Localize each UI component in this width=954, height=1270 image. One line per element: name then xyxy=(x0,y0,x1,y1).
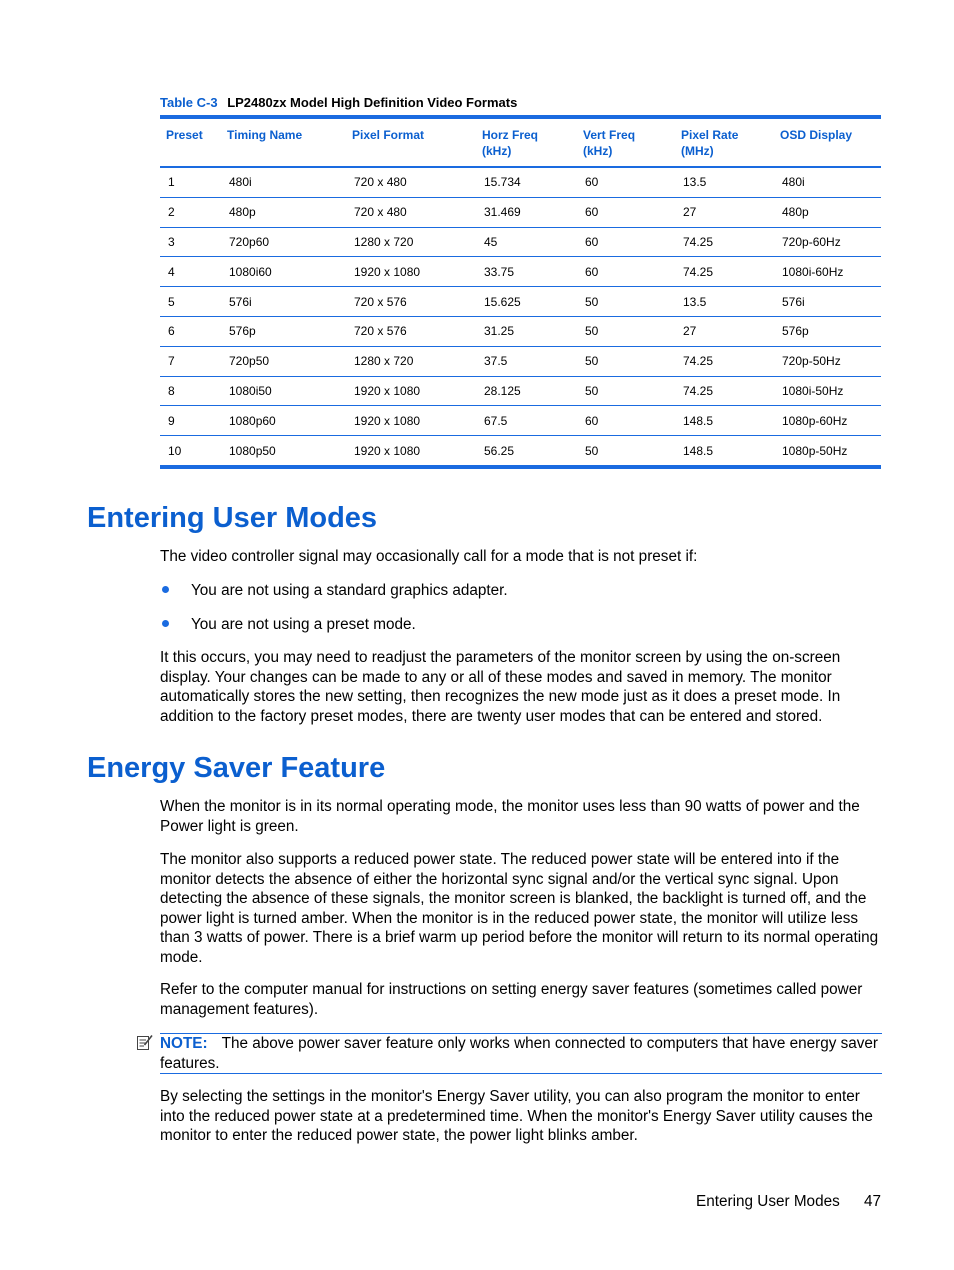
cell-pixel-format: 1920 x 1080 xyxy=(346,406,476,436)
note-label: NOTE: xyxy=(160,1035,208,1052)
cell-pixel-rate: 74.25 xyxy=(675,376,774,406)
bullet-dot-icon xyxy=(162,620,169,627)
column-header-osd-display: OSD Display xyxy=(774,117,881,167)
cell-pixel-rate: 13.5 xyxy=(675,167,774,197)
column-header-timing-name: Timing Name xyxy=(221,117,346,167)
table-row xyxy=(160,346,881,376)
page-number: 47 xyxy=(863,1193,881,1210)
cell-vert-freq: 50 xyxy=(577,376,675,406)
cell-vert-freq: 50 xyxy=(577,436,675,467)
cell-horz-freq: 67.5 xyxy=(476,406,577,436)
cell-pixel-format: 720 x 480 xyxy=(346,197,476,227)
table-row xyxy=(160,316,881,346)
cell-vert-freq: 60 xyxy=(577,406,675,436)
table-row xyxy=(160,167,881,197)
table-header-row xyxy=(160,117,881,167)
video-formats-table xyxy=(160,115,881,469)
cell-preset: 6 xyxy=(160,316,221,346)
table-row xyxy=(160,197,881,227)
cell-timing-name: 1080i50 xyxy=(221,376,346,406)
cell-preset: 4 xyxy=(160,257,221,287)
table-caption-title: LP2480zx Model High Definition Video Formats xyxy=(227,95,518,110)
cell-pixel-format: 720 x 480 xyxy=(346,167,476,197)
cell-horz-freq: 56.25 xyxy=(476,436,577,467)
table-row xyxy=(160,287,881,317)
table-caption-label: Table C-3 xyxy=(160,95,218,110)
energy-paragraph-1: When the monitor is in its normal operating mode, the monitor uses less than 90 watts of power and the Power light is green. xyxy=(160,798,860,835)
intro-paragraph: The video controller signal may occasionally call for a mode that is not preset if: xyxy=(160,548,698,565)
cell-horz-freq: 31.469 xyxy=(476,197,577,227)
cell-pixel-rate: 148.5 xyxy=(675,406,774,436)
cell-pixel-format: 1920 x 1080 xyxy=(346,376,476,406)
cell-horz-freq: 33.75 xyxy=(476,257,577,287)
list-item xyxy=(162,581,508,601)
cell-pixel-format: 1920 x 1080 xyxy=(346,257,476,287)
column-header-pixel-format: Pixel Format xyxy=(346,117,476,167)
cell-timing-name: 576p xyxy=(221,316,346,346)
note-box xyxy=(160,1033,882,1074)
cell-pixel-format: 1280 x 720 xyxy=(346,227,476,257)
user-modes-paragraph: It this occurs, you may need to readjust the parameters of the monitor screen by using the on-screen display. Your changes can be made to any or all of these modes and saved in memory. The monitor automatically stores the new setting, then recognizes the new mode just as it does a preset mode. In addition to the factory preset modes, there are twenty user modes that can be entered and stored. xyxy=(160,649,841,725)
cell-timing-name: 720p60 xyxy=(221,227,346,257)
cell-vert-freq: 60 xyxy=(577,257,675,287)
list-item-text: You are not using a standard graphics adapter. xyxy=(191,582,508,599)
cell-preset: 2 xyxy=(160,197,221,227)
cell-preset: 7 xyxy=(160,346,221,376)
cell-pixel-rate: 74.25 xyxy=(675,227,774,257)
table-caption xyxy=(160,95,517,110)
cell-preset: 3 xyxy=(160,227,221,257)
cell-horz-freq: 15.625 xyxy=(476,287,577,317)
column-header-preset: Preset xyxy=(160,117,221,167)
cell-timing-name: 480i xyxy=(221,167,346,197)
cell-vert-freq: 50 xyxy=(577,287,675,317)
table-body xyxy=(160,167,881,467)
cell-timing-name: 1080p60 xyxy=(221,406,346,436)
cell-pixel-rate: 27 xyxy=(675,316,774,346)
cell-timing-name: 1080p50 xyxy=(221,436,346,467)
cell-pixel-format: 720 x 576 xyxy=(346,287,476,317)
list-item xyxy=(162,615,416,635)
cell-horz-freq: 15.734 xyxy=(476,167,577,197)
cell-osd-display: 720p-60Hz xyxy=(774,227,881,257)
table-row xyxy=(160,376,881,406)
cell-vert-freq: 60 xyxy=(577,197,675,227)
cell-timing-name: 576i xyxy=(221,287,346,317)
cell-preset: 10 xyxy=(160,436,221,467)
energy-paragraph-4: By selecting the settings in the monitor's Energy Saver utility, you can also program the monitor to enter into the reduced power state at a predetermined time. When the monitor's Energy Saver utility causes the monitor to enter the reduced power state, the power light blinks amber. xyxy=(160,1088,873,1145)
cell-vert-freq: 60 xyxy=(577,227,675,257)
bullet-dot-icon xyxy=(162,586,169,593)
cell-pixel-format: 1920 x 1080 xyxy=(346,436,476,467)
cell-osd-display: 480i xyxy=(774,167,881,197)
heading-entering-user-modes: Entering User Modes xyxy=(87,502,378,534)
list-item-text: You are not using a preset mode. xyxy=(191,616,416,633)
column-header-vert-freq: Vert Freq (kHz) xyxy=(577,117,675,167)
note-text: The above power saver feature only works when connected to computers that have energy saver features. xyxy=(160,1035,879,1072)
cell-timing-name: 480p xyxy=(221,197,346,227)
cell-preset: 1 xyxy=(160,167,221,197)
cell-vert-freq: 60 xyxy=(577,167,675,197)
cell-vert-freq: 50 xyxy=(577,346,675,376)
cell-pixel-format: 720 x 576 xyxy=(346,316,476,346)
table-row xyxy=(160,227,881,257)
column-header-horz-freq: Horz Freq (kHz) xyxy=(476,117,577,167)
table-row xyxy=(160,406,881,436)
cell-timing-name: 1080i60 xyxy=(221,257,346,287)
table-row xyxy=(160,436,881,467)
cell-osd-display: 1080p-60Hz xyxy=(774,406,881,436)
cell-preset: 9 xyxy=(160,406,221,436)
page-footer xyxy=(696,1193,881,1211)
cell-osd-display: 1080p-50Hz xyxy=(774,436,881,467)
cell-osd-display: 1080i-50Hz xyxy=(774,376,881,406)
note-pad-pencil-icon xyxy=(136,1034,154,1052)
cell-osd-display: 1080i-60Hz xyxy=(774,257,881,287)
cell-pixel-rate: 148.5 xyxy=(675,436,774,467)
energy-paragraph-3: Refer to the computer manual for instructions on setting energy saver features (sometimes called power management features). xyxy=(160,981,863,1018)
cell-osd-display: 720p-50Hz xyxy=(774,346,881,376)
cell-osd-display: 576p xyxy=(774,316,881,346)
table-row xyxy=(160,257,881,287)
cell-horz-freq: 31.25 xyxy=(476,316,577,346)
cell-horz-freq: 45 xyxy=(476,227,577,257)
cell-horz-freq: 28.125 xyxy=(476,376,577,406)
cell-horz-freq: 37.5 xyxy=(476,346,577,376)
column-header-pixel-rate: Pixel Rate (MHz) xyxy=(675,117,774,167)
energy-paragraph-2: The monitor also supports a reduced power state. The reduced power state will be entered into if the monitor detects the absence of either the horizontal sync signal and/or the vertical sync signal. Upon detecting the absence of these signals, the monitor screen is blanked, the backlight is turned off, and the power light is turned amber. When the monitor is in the reduced power state, the monitor will utilize less than 3 watts of power. There is a brief warm up period before the monitor will return to its normal operating mode. xyxy=(160,851,879,966)
cell-pixel-rate: 27 xyxy=(675,197,774,227)
cell-osd-display: 576i xyxy=(774,287,881,317)
cell-preset: 5 xyxy=(160,287,221,317)
cell-pixel-rate: 74.25 xyxy=(675,257,774,287)
cell-vert-freq: 50 xyxy=(577,316,675,346)
cell-pixel-rate: 13.5 xyxy=(675,287,774,317)
footer-section-title: Entering User Modes xyxy=(696,1193,840,1210)
cell-pixel-rate: 74.25 xyxy=(675,346,774,376)
cell-osd-display: 480p xyxy=(774,197,881,227)
heading-energy-saver-feature: Energy Saver Feature xyxy=(87,752,386,784)
cell-timing-name: 720p50 xyxy=(221,346,346,376)
cell-preset: 8 xyxy=(160,376,221,406)
cell-pixel-format: 1280 x 720 xyxy=(346,346,476,376)
